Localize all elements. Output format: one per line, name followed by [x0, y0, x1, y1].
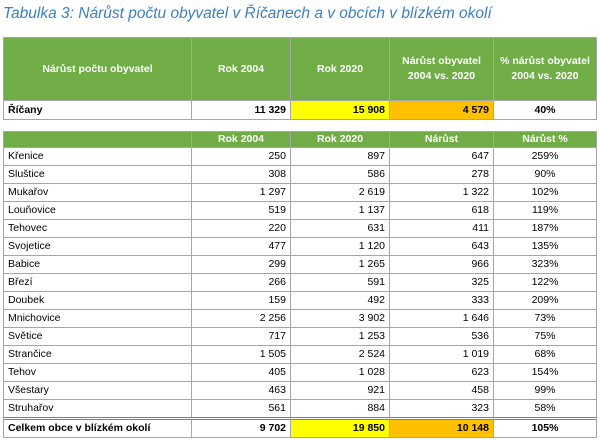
row-growth: 411: [390, 220, 494, 238]
table-row: [4, 166, 597, 184]
row-growth: 1 019: [390, 346, 494, 364]
row-pct: 73%: [494, 310, 597, 328]
row-2020: 1 265: [291, 256, 390, 274]
row-name: Březí: [4, 274, 192, 292]
row-pct: 259%: [494, 148, 597, 166]
table-row: [4, 184, 597, 202]
row-2020: 884: [291, 400, 390, 419]
header-cell: [4, 132, 192, 148]
total-row: [4, 419, 597, 438]
table-row: [4, 256, 597, 274]
row-growth: 1 322: [390, 184, 494, 202]
row-growth: 278: [390, 166, 494, 184]
row-2004: 308: [192, 166, 291, 184]
row-name: Mukařov: [4, 184, 192, 202]
row-growth: 618: [390, 202, 494, 220]
row-growth: 623: [390, 364, 494, 382]
header-cell: Rok 2004: [192, 132, 291, 148]
table-row: [4, 148, 597, 166]
header-cell: Rok 2020: [291, 132, 390, 148]
total-name: Celkem obce v blízkém okolí: [4, 419, 192, 438]
row-name: Babice: [4, 256, 192, 274]
row-pct: 99%: [494, 382, 597, 400]
row-pct: 209%: [494, 292, 597, 310]
row-2004: 463: [192, 382, 291, 400]
row-pct: 68%: [494, 346, 597, 364]
table-row: [4, 238, 597, 256]
total-2020: 19 850: [291, 419, 390, 438]
row-2020: 897: [291, 148, 390, 166]
row-name: Všestary: [4, 382, 192, 400]
row-2004: 220: [192, 220, 291, 238]
row-2004: 266: [192, 274, 291, 292]
row-2004: 250: [192, 148, 291, 166]
row-pct: 90%: [494, 166, 597, 184]
row-2004: 405: [192, 364, 291, 382]
row-growth: 4 579: [390, 101, 494, 120]
row-pct: 154%: [494, 364, 597, 382]
row-2020: 2 524: [291, 346, 390, 364]
table-row: [4, 364, 597, 382]
header-cell: Nárůst obyvatel 2004 vs. 2020: [390, 38, 494, 101]
total-growth: 10 148: [390, 419, 494, 438]
header-cell: % nárůst obyvatel 2004 vs. 2020: [494, 38, 597, 101]
row-2004: 159: [192, 292, 291, 310]
row-2020: 586: [291, 166, 390, 184]
table-row: [4, 400, 597, 419]
row-2004: 2 256: [192, 310, 291, 328]
row-growth: 458: [390, 382, 494, 400]
row-2004: 1 505: [192, 346, 291, 364]
row-growth: 966: [390, 256, 494, 274]
row-2004: 561: [192, 400, 291, 419]
row-growth: 325: [390, 274, 494, 292]
total-2004: 9 702: [192, 419, 291, 438]
row-2020: 1 028: [291, 364, 390, 382]
row-growth: 536: [390, 328, 494, 346]
table-row: [4, 274, 597, 292]
row-2020: 921: [291, 382, 390, 400]
row-2020: 1 137: [291, 202, 390, 220]
table-row: [4, 220, 597, 238]
total-pct: 105%: [494, 419, 597, 438]
row-2020: 3 902: [291, 310, 390, 328]
summary-row-ricany: [4, 101, 597, 120]
row-2020: 1 120: [291, 238, 390, 256]
row-name: Mnichovice: [4, 310, 192, 328]
row-name: Říčany: [4, 101, 192, 120]
row-growth: 643: [390, 238, 494, 256]
row-pct: 58%: [494, 400, 597, 419]
header-cell: Nárůst počtu obyvatel: [4, 38, 192, 101]
row-name: Louňovice: [4, 202, 192, 220]
row-growth: 333: [390, 292, 494, 310]
row-pct: 187%: [494, 220, 597, 238]
row-name: Světice: [4, 328, 192, 346]
row-name: Tehov: [4, 364, 192, 382]
row-pct: 135%: [494, 238, 597, 256]
row-pct: 102%: [494, 184, 597, 202]
header-cell: Nárůst: [390, 132, 494, 148]
table-row: [4, 328, 597, 346]
row-pct: 119%: [494, 202, 597, 220]
row-growth: 1 646: [390, 310, 494, 328]
row-2020: 2 619: [291, 184, 390, 202]
row-2020: 1 253: [291, 328, 390, 346]
row-name: Sluštice: [4, 166, 192, 184]
header-cell: Rok 2004: [192, 38, 291, 101]
row-2020: 591: [291, 274, 390, 292]
table-row: [4, 346, 597, 364]
row-name: Struhařov: [4, 400, 192, 419]
row-pct: 122%: [494, 274, 597, 292]
row-2004: 299: [192, 256, 291, 274]
row-pct: 323%: [494, 256, 597, 274]
header-cell: Nárůst %: [494, 132, 597, 148]
row-name: Strančice: [4, 346, 192, 364]
detail-header-row: [4, 132, 597, 148]
row-name: Doubek: [4, 292, 192, 310]
row-2004: 11 329: [192, 101, 291, 120]
row-pct: 75%: [494, 328, 597, 346]
row-2020: 15 908: [291, 101, 390, 120]
table-row: [4, 292, 597, 310]
row-name: Svojetice: [4, 238, 192, 256]
row-growth: 647: [390, 148, 494, 166]
summary-header-row: [4, 38, 597, 101]
row-2004: 477: [192, 238, 291, 256]
row-name: Křenice: [4, 148, 192, 166]
header-cell: Rok 2020: [291, 38, 390, 101]
row-2004: 1 297: [192, 184, 291, 202]
table-caption: Tabulka 3: Nárůst počtu obyvatel v Říčanech a v obcích v blízkém okolí: [3, 5, 492, 22]
table-row: [4, 310, 597, 328]
detail-table: [3, 131, 597, 438]
row-2004: 519: [192, 202, 291, 220]
row-growth: 323: [390, 400, 494, 419]
row-pct: 40%: [494, 101, 597, 120]
table-row: [4, 202, 597, 220]
row-2004: 717: [192, 328, 291, 346]
row-2020: 631: [291, 220, 390, 238]
row-name: Tehovec: [4, 220, 192, 238]
row-2020: 492: [291, 292, 390, 310]
summary-table: [3, 37, 597, 120]
table-row: [4, 382, 597, 400]
